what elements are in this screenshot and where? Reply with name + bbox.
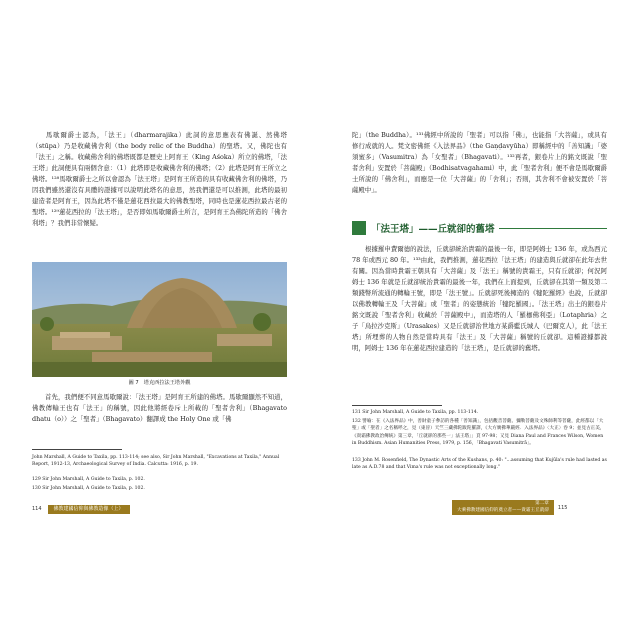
footnote-rule-left	[32, 449, 122, 450]
left-page-number: 114	[32, 506, 42, 512]
footnote-132: 132 譬喻：在《入法界品》中，善財童子參訪的各種「善知識」，包括觀音菩薩、彌勒菩薩及文殊師利等菩薩，此經都以「大聖」或「聖者」之名稱呼之，見（東晉）天竺三藏佛陀跋陀羅譯，《大方廣佛華嚴經．入法界品》〈大正〉卷 9；並見古正美，《貴霜佛教政治傳統》第三章，「丘就卻的那些一」法王塔」」頁 97-98；又見 Diana Paul and Frances Wilson, Women in Buddhism. Asian Humanities Press, 1979, p. 156，「Bhagavati Vasumitrā」。	[352, 419, 605, 447]
section-heading	[352, 220, 607, 236]
chapter-band	[452, 500, 554, 515]
book-title-band: 佛教建國信仰與佛教造像（上）	[48, 505, 130, 514]
right-page	[352, 112, 607, 537]
footnote-rule-right	[352, 405, 442, 406]
left-paragraph-2: 首先，我們便不同意馬歇爾說：「法王塔」是阿育王所建的佛塔。馬歇爾顯然不知道，佛教傳輸王也有「法王」的稱號，因此他將經卷斥上所載的「聖者舍利」（Bhagavato dhatu（o））之「聖者」（Bhagavato）翻譯成 the Holy One 或「佛	[32, 393, 287, 423]
footnote-128: John Marshall, A Guide to Taxila, pp. 113-114; see also, Sir John Marshall, "Excavations at Taxila," Annual Report, 1912-13, Archaeological Survey of India. Calcutta: 1916, p. 19.	[32, 455, 280, 468]
right-footer	[452, 500, 567, 515]
right-paragraph-1: 陀」（the Buddha）。¹³¹佛經中所說的「聖者」可以指「佛」，也能指「大菩薩」，或具有修行成就的人。梵文密佛經《入法界品》（the Gaṇḍavyūha）即稱經中的「善知識」「婆須蜜多」（Vasumitra）為「女聖者」（Bhagavati）。¹³²再者，銀卷片上的銘文既說「聖者舍利」安置於「菩薩殿」（Bodhisatvagahami）中，此「聖者舍利」便不會是馬歇爾爵士所說的「佛舍利」，而應是一位「大菩薩」的「舍利」；否則，其舍利不會被安置於「菩薩殿中」。	[352, 131, 607, 194]
section-rule	[499, 228, 607, 229]
chapter-title: 大乘佛教建國信仰的奠立者——貴霜王丘就卻	[457, 507, 549, 513]
footnote-133: 133 John M. Rosenfield, The Dynastic Arts of the Kushans, p. 40: "...assuming that Kujūla's rule had lasted as late as A.D.78 and that Vima's rule was not exceptionally long."	[352, 458, 607, 471]
chapter-label: 第二章	[535, 501, 549, 506]
section-title: 「法王塔」——丘就卻的舊塔	[371, 224, 495, 235]
photo-caption: 圖 7 塔克西拉法王塔外觀	[128, 380, 191, 386]
stupa-photo	[32, 262, 287, 377]
left-footer	[32, 504, 130, 514]
section-marker-icon	[352, 221, 366, 235]
left-page	[32, 112, 287, 537]
footnote-130: 130 Sir John Marshall, A Guide to Taxila, p. 102.	[32, 486, 145, 491]
footnote-131: 131 Sir John Marshall, A Guide to Taxila, pp. 113-114.	[352, 410, 479, 415]
right-paragraph-2: 根據羅申費爾德的說法，丘就卻統治貴霜的最後一年，即是阿姆士 136 年，或為西元 78 年或西元 80 年。¹³³由此，我們推測，蓮花西拉「法王塔」的建造與丘就卻在此年去世有關。因為當時貴霜王朝具有「大菩薩」及「法王」稱號的貴霜王，只有丘就卻；何況阿姆士 136 年就是丘就卻統治貴霜的最後一年，我們在上面提到，丘就卻在其第一類及第二類錢幣所流通的轉輪王號，即是「法王號」。丘就卻死後擁造的《犍陀羅經》也說，丘就卻以佛教轉輪王及「大菩薩」或「聖者」的姿態統治「犍陀羅國」。「法王塔」出土的銀卷片銘文既說「聖者舍利」收藏於「菩薩殿中」，而造塔的人「羅枷佛利亞」（Lotaphria）之子「烏拉沙克斯」（Urasakes）又是丘就卻治世地方某爵藍氏城人（巴爾克人），此「法王塔」所埋葬的人物自然是當時具有「法王」及「大菩薩」稱號的丘就卻。這種證據都說明，阿姆士 136 年在蓮花西拉建造的「法王塔」，是丘就卻的舊塔。	[352, 245, 607, 352]
footnote-129: 129 Sir John Marshall, A Guide to Taxila, p. 102.	[32, 477, 145, 482]
left-paragraph-1: 馬歇爾爵士認為，「法王」（dharmarajika）此詞的意思應表有佛誕、然佛塔（stūpa）乃是收藏佛舍利（the body relic of the Buddha）的聖塔。又，佛陀也有「法王」之稱。收藏佛舍利的佛塔既都是歷史上阿育王（King Aśoka）所立的佛塔，「法王塔」此詞便具有兩個含意：（1）此塔即是收藏佛舍利的佛塔；（2）此塔是阿育王所立之佛塔。¹²⁸馬歇爾爵士之所以會認為「法王塔」是阿育王所造的具有收藏佛舍利的佛塔，乃因我們雖然還沒有具體的證據可以說明此塔名的意思，然我們還是可以推測，此塔的最初建造者是阿育王，因為此塔不僅是蓮花西拉最大的佛教聖塔，同時也是蓮花西拉最古老的聖塔。¹²⁹蓮花西拉的「法王塔」，是否即如馬歇爾爵士所言，是阿育王為佛陀所造的「佛舍利塔」？我們非常懷疑。	[32, 131, 287, 227]
right-page-number: 115	[557, 504, 568, 511]
